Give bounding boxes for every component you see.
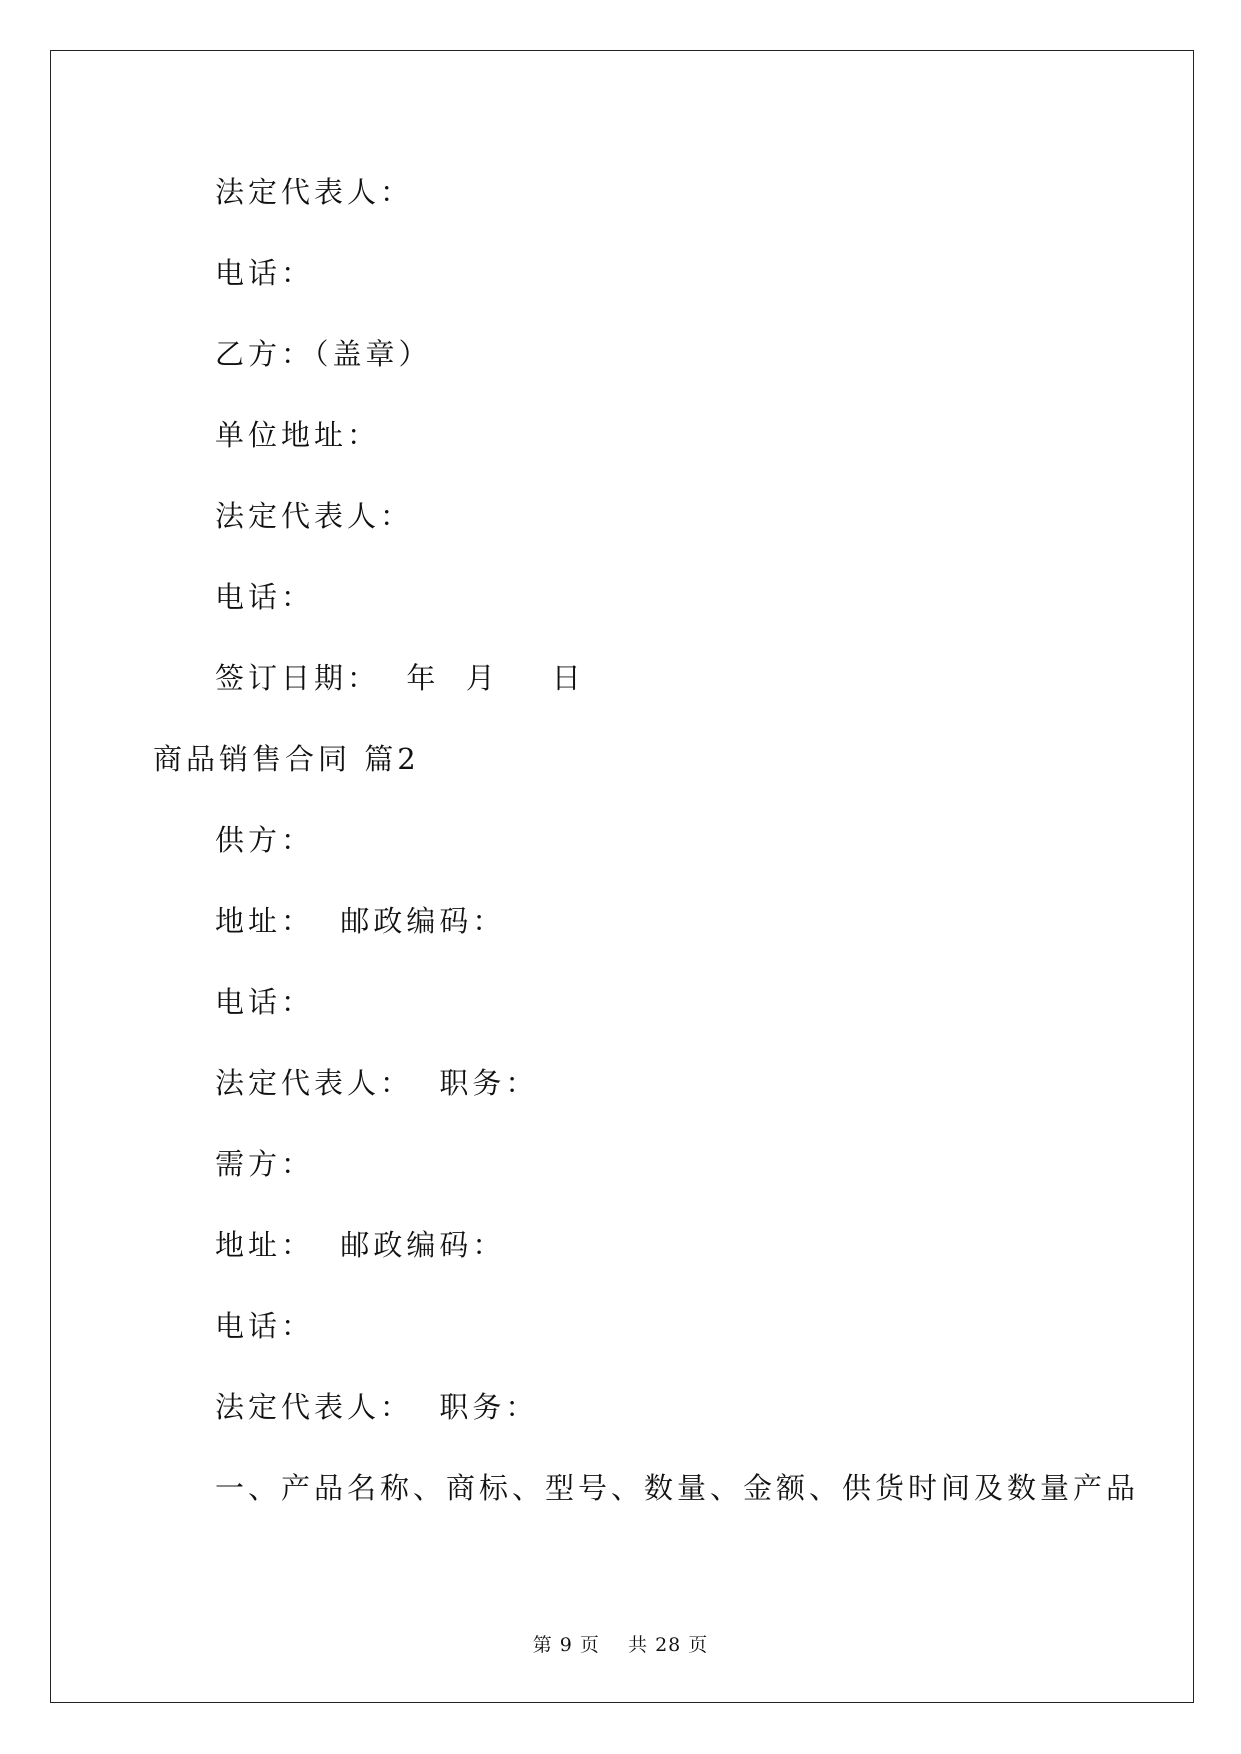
- line-unit-address: 单位地址：: [215, 418, 381, 452]
- line-phone-2: 电话：: [215, 580, 315, 614]
- line-sign-date: 签订日期： 年 月 日: [215, 661, 585, 695]
- line-supplier-legal-rep: 法定代表人： 职务：: [215, 1066, 539, 1100]
- line-party-b-seal: 乙方：（盖章）: [215, 337, 432, 371]
- line-clause-one: 一、产品名称、商标、型号、数量、金额、供货时间及数量产品: [215, 1471, 1140, 1505]
- line-phone-1: 电话：: [215, 256, 315, 290]
- line-supplier: 供方：: [215, 823, 315, 857]
- section-heading: 商品销售合同 篇2: [153, 742, 420, 776]
- page-frame: [50, 50, 1194, 1703]
- page-number-footer: 第 9 页 共 28 页: [532, 1634, 709, 1656]
- line-buyer-legal-rep: 法定代表人： 职务：: [215, 1390, 539, 1424]
- line-buyer: 需方：: [215, 1147, 315, 1181]
- line-buyer-phone: 电话：: [215, 1309, 315, 1343]
- line-legal-rep-2: 法定代表人：: [215, 499, 414, 533]
- line-buyer-address: 地址： 邮政编码：: [215, 1228, 506, 1262]
- line-supplier-address: 地址： 邮政编码：: [215, 904, 506, 938]
- line-supplier-phone: 电话：: [215, 985, 315, 1019]
- line-legal-rep-1: 法定代表人：: [215, 175, 414, 209]
